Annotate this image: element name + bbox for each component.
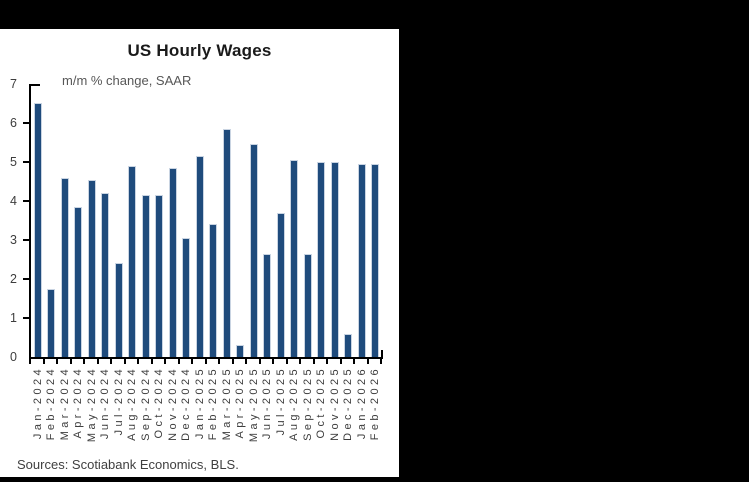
bar-slot bbox=[193, 84, 207, 357]
x-tick-label: Jul-2024 bbox=[112, 366, 125, 436]
bar-Apr-2025 bbox=[236, 345, 244, 357]
x-tick-label: May-2024 bbox=[85, 366, 98, 443]
x-tick-mark bbox=[191, 359, 193, 364]
x-tick-label: Nov-2024 bbox=[166, 366, 179, 441]
x-tick-mark bbox=[340, 359, 342, 364]
x-label-slot bbox=[45, 366, 59, 456]
x-tick-mark bbox=[178, 359, 180, 364]
y-tick-label: 2 bbox=[10, 272, 17, 286]
letterbox-bottom bbox=[0, 477, 749, 482]
x-tick-label: Dec-2024 bbox=[180, 366, 193, 441]
x-tick-label: Dec-2025 bbox=[342, 366, 355, 441]
x-tick-label: Oct-2025 bbox=[315, 366, 328, 439]
chart-panel bbox=[0, 29, 399, 477]
x-tick-mark bbox=[286, 359, 288, 364]
bar-Mar-2024 bbox=[61, 178, 69, 357]
x-tick-mark bbox=[259, 359, 261, 364]
x-tick-label: Mar-2025 bbox=[220, 366, 233, 441]
bar-slot bbox=[139, 84, 153, 357]
x-label-slot bbox=[369, 366, 383, 456]
bar-Oct-2024 bbox=[155, 195, 163, 357]
bar-Jun-2025 bbox=[263, 254, 271, 357]
x-tick-label: Jan-2025 bbox=[193, 366, 206, 440]
x-tick-mark bbox=[124, 359, 126, 364]
x-label-slot bbox=[193, 366, 207, 456]
x-tick-label: Sep-2025 bbox=[301, 366, 314, 441]
y-tick-mark bbox=[23, 317, 29, 319]
x-label-slot bbox=[328, 366, 342, 456]
chart-title: US Hourly Wages bbox=[127, 41, 272, 60]
x-tick-label: Apr-2025 bbox=[234, 366, 247, 439]
x-tick-label: Sep-2024 bbox=[139, 366, 152, 441]
bar-slot bbox=[207, 84, 221, 357]
x-tick-mark bbox=[97, 359, 99, 364]
x-label-slot bbox=[315, 366, 329, 456]
bar-slot bbox=[315, 84, 329, 357]
x-tick-mark bbox=[110, 359, 112, 364]
bar-series bbox=[31, 84, 382, 357]
x-tick-mark bbox=[313, 359, 315, 364]
x-label-slot bbox=[207, 366, 221, 456]
x-tick-mark bbox=[218, 359, 220, 364]
bar-slot bbox=[247, 84, 261, 357]
bar-slot bbox=[45, 84, 59, 357]
chart-subtitle: m/m % change, SAAR bbox=[62, 73, 192, 88]
bar-Dec-2024 bbox=[182, 238, 190, 357]
y-tick-label: 0 bbox=[10, 350, 17, 364]
x-axis-tick-labels bbox=[31, 366, 382, 456]
x-tick-mark bbox=[380, 359, 382, 364]
x-label-slot bbox=[166, 366, 180, 456]
bar-Oct-2025 bbox=[317, 162, 325, 357]
x-tick-label: Oct-2024 bbox=[153, 366, 166, 439]
x-label-slot bbox=[288, 366, 302, 456]
x-label-slot bbox=[99, 366, 113, 456]
y-tick-label: 7 bbox=[10, 77, 17, 91]
x-tick-mark bbox=[29, 359, 31, 364]
x-tick-mark bbox=[70, 359, 72, 364]
bar-slot bbox=[301, 84, 315, 357]
x-tick-label: Feb-2024 bbox=[45, 366, 58, 441]
bar-slot bbox=[31, 84, 45, 357]
bar-slot bbox=[274, 84, 288, 357]
x-tick-label: May-2025 bbox=[247, 366, 260, 443]
x-tick-label: Mar-2024 bbox=[58, 366, 71, 441]
x-tick-mark bbox=[151, 359, 153, 364]
bar-slot bbox=[220, 84, 234, 357]
x-tick-mark bbox=[353, 359, 355, 364]
x-label-slot bbox=[72, 366, 86, 456]
source-note: Sources: Scotiabank Economics, BLS. bbox=[17, 457, 239, 472]
bar-Jan-2025 bbox=[196, 156, 204, 357]
bar-slot bbox=[72, 84, 86, 357]
y-tick-label: 4 bbox=[10, 194, 17, 208]
bar-slot bbox=[369, 84, 383, 357]
x-label-slot bbox=[139, 366, 153, 456]
bar-Aug-2025 bbox=[290, 160, 298, 357]
x-tick-mark bbox=[164, 359, 166, 364]
bar-Aug-2024 bbox=[128, 166, 136, 357]
bar-Jan-2026 bbox=[358, 164, 366, 357]
x-label-slot bbox=[274, 366, 288, 456]
x-label-slot bbox=[355, 366, 369, 456]
bar-Sep-2025 bbox=[304, 254, 312, 357]
x-tick-label: Feb-2026 bbox=[369, 366, 382, 441]
y-tick-mark bbox=[23, 239, 29, 241]
x-tick-mark bbox=[272, 359, 274, 364]
bar-slot bbox=[328, 84, 342, 357]
x-tick-mark bbox=[43, 359, 45, 364]
bar-Jun-2024 bbox=[101, 193, 109, 357]
bar-Jul-2025 bbox=[277, 213, 285, 357]
x-tick-label: Jul-2025 bbox=[274, 366, 287, 436]
bar-slot bbox=[180, 84, 194, 357]
letterbox-right bbox=[399, 0, 749, 482]
x-label-slot bbox=[153, 366, 167, 456]
x-label-slot bbox=[126, 366, 140, 456]
x-label-slot bbox=[301, 366, 315, 456]
x-label-slot bbox=[247, 366, 261, 456]
y-tick-mark bbox=[23, 161, 29, 163]
y-tick-label: 5 bbox=[10, 155, 17, 169]
x-tick-label: Jan-2024 bbox=[31, 366, 44, 440]
x-tick-label: Aug-2025 bbox=[288, 366, 301, 441]
x-tick-mark bbox=[205, 359, 207, 364]
bar-May-2024 bbox=[88, 180, 96, 357]
bar-slot bbox=[261, 84, 275, 357]
bar-slot bbox=[126, 84, 140, 357]
x-label-slot bbox=[58, 366, 72, 456]
x-label-slot bbox=[85, 366, 99, 456]
x-tick-mark bbox=[56, 359, 58, 364]
x-tick-mark bbox=[137, 359, 139, 364]
bar-May-2025 bbox=[250, 144, 258, 357]
bar-Mar-2025 bbox=[223, 129, 231, 357]
y-tick-mark bbox=[23, 278, 29, 280]
x-tick-mark bbox=[232, 359, 234, 364]
bar-Jul-2024 bbox=[115, 263, 123, 357]
bar-slot bbox=[99, 84, 113, 357]
y-tick-label: 1 bbox=[10, 311, 17, 325]
x-tick-label: Apr-2024 bbox=[72, 366, 85, 439]
bar-Nov-2024 bbox=[169, 168, 177, 357]
bar-slot bbox=[234, 84, 248, 357]
bar-slot bbox=[58, 84, 72, 357]
bar-slot bbox=[85, 84, 99, 357]
x-tick-mark bbox=[299, 359, 301, 364]
bar-slot bbox=[153, 84, 167, 357]
x-label-slot bbox=[112, 366, 126, 456]
x-tick-label: Jun-2025 bbox=[261, 366, 274, 440]
y-tick-mark bbox=[23, 122, 29, 124]
x-tick-label: Jun-2024 bbox=[99, 366, 112, 440]
x-label-slot bbox=[220, 366, 234, 456]
bar-Feb-2025 bbox=[209, 224, 217, 357]
y-tick-mark bbox=[23, 200, 29, 202]
x-tick-label: Jan-2026 bbox=[355, 366, 368, 440]
y-tick-label: 6 bbox=[10, 116, 17, 130]
bar-Apr-2024 bbox=[74, 207, 82, 357]
x-label-slot bbox=[342, 366, 356, 456]
bar-Feb-2024 bbox=[47, 289, 55, 357]
x-tick-label: Nov-2025 bbox=[328, 366, 341, 441]
x-tick-label: Aug-2024 bbox=[126, 366, 139, 441]
bar-slot bbox=[355, 84, 369, 357]
bar-Jan-2024 bbox=[34, 103, 42, 357]
x-label-slot bbox=[31, 366, 45, 456]
bar-slot bbox=[288, 84, 302, 357]
x-tick-mark bbox=[367, 359, 369, 364]
x-label-slot bbox=[261, 366, 275, 456]
x-label-slot bbox=[234, 366, 248, 456]
bar-slot bbox=[342, 84, 356, 357]
x-tick-label: Feb-2025 bbox=[207, 366, 220, 441]
bar-Sep-2024 bbox=[142, 195, 150, 357]
bar-slot bbox=[166, 84, 180, 357]
x-label-slot bbox=[180, 366, 194, 456]
x-tick-mark bbox=[245, 359, 247, 364]
bar-Nov-2025 bbox=[331, 162, 339, 357]
bar-slot bbox=[112, 84, 126, 357]
x-tick-mark bbox=[326, 359, 328, 364]
y-tick-label: 3 bbox=[10, 233, 17, 247]
bar-Feb-2026 bbox=[371, 164, 379, 357]
bar-Dec-2025 bbox=[344, 334, 352, 357]
x-tick-mark bbox=[83, 359, 85, 364]
